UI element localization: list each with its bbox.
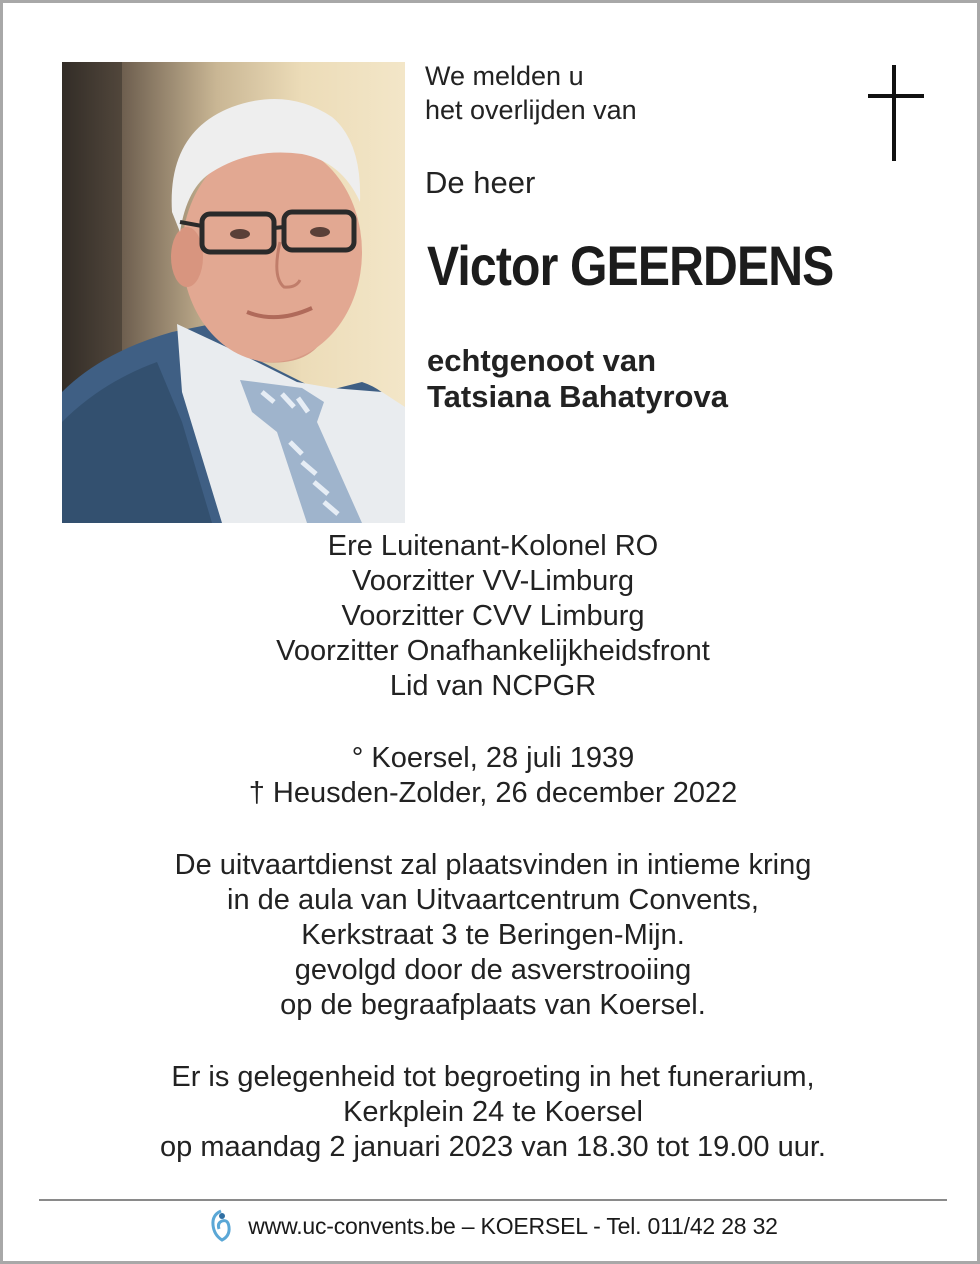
- honorific: De heer: [425, 165, 536, 200]
- footer-contact[interactable]: www.uc-convents.be – KOERSEL - Tel. 011/42 28 32: [248, 1212, 778, 1239]
- title-line: Ere Luitenant-Kolonel RO: [327, 530, 659, 562]
- service-line: gevolgd door de asverstrooiing: [294, 954, 692, 986]
- life-dates: [43, 741, 943, 811]
- visitation-line: op maandag 2 januari 2023 van 18.30 tot 19.00 uur.: [160, 1131, 826, 1163]
- title-line: Lid van NCPGR: [389, 670, 597, 702]
- spouse-relation: echtgenoot van: [427, 343, 657, 378]
- intro-line: het overlijden van: [425, 95, 637, 125]
- service-line: Kerkstraat 3 te Beringen-Mijn.: [301, 919, 685, 951]
- title-line: Voorzitter Onafhankelijkheidsfront: [276, 635, 710, 667]
- service-line: De uitvaartdienst zal plaatsvinden in intieme kring: [174, 849, 812, 881]
- footer: [3, 1209, 980, 1243]
- visitation-line: Kerkplein 24 te Koersel: [343, 1096, 643, 1128]
- honorary-titles: [43, 529, 943, 704]
- footer-divider: [39, 1199, 947, 1201]
- title-line: Voorzitter CVV Limburg: [341, 600, 645, 632]
- funeral-service-info: [43, 848, 943, 1023]
- portrait-illustration: [62, 62, 405, 523]
- birth-date: ° Koersel, 28 juli 1939: [351, 742, 635, 774]
- title-line: Voorzitter VV-Limburg: [351, 565, 635, 597]
- visitation-line: Er is gelegenheid tot begroeting in het funerarium,: [171, 1061, 815, 1093]
- service-line: op de begraafplaats van Koersel.: [280, 989, 706, 1021]
- death-date: † Heusden-Zolder, 26 december 2022: [248, 777, 738, 809]
- service-line: in de aula van Uitvaartcentrum Convents,: [227, 884, 759, 916]
- visitation-info: [43, 1060, 943, 1165]
- spouse-info: [427, 343, 728, 415]
- portrait-photo: [62, 62, 405, 523]
- spouse-name: Tatsiana Bahatyrova: [427, 379, 728, 414]
- funeral-home-logo-icon: [208, 1209, 234, 1243]
- cross-icon: [865, 65, 927, 163]
- intro-line: We melden u: [425, 61, 584, 91]
- intro-text: [425, 59, 845, 127]
- deceased-name: Victor GEERDENS: [427, 234, 834, 297]
